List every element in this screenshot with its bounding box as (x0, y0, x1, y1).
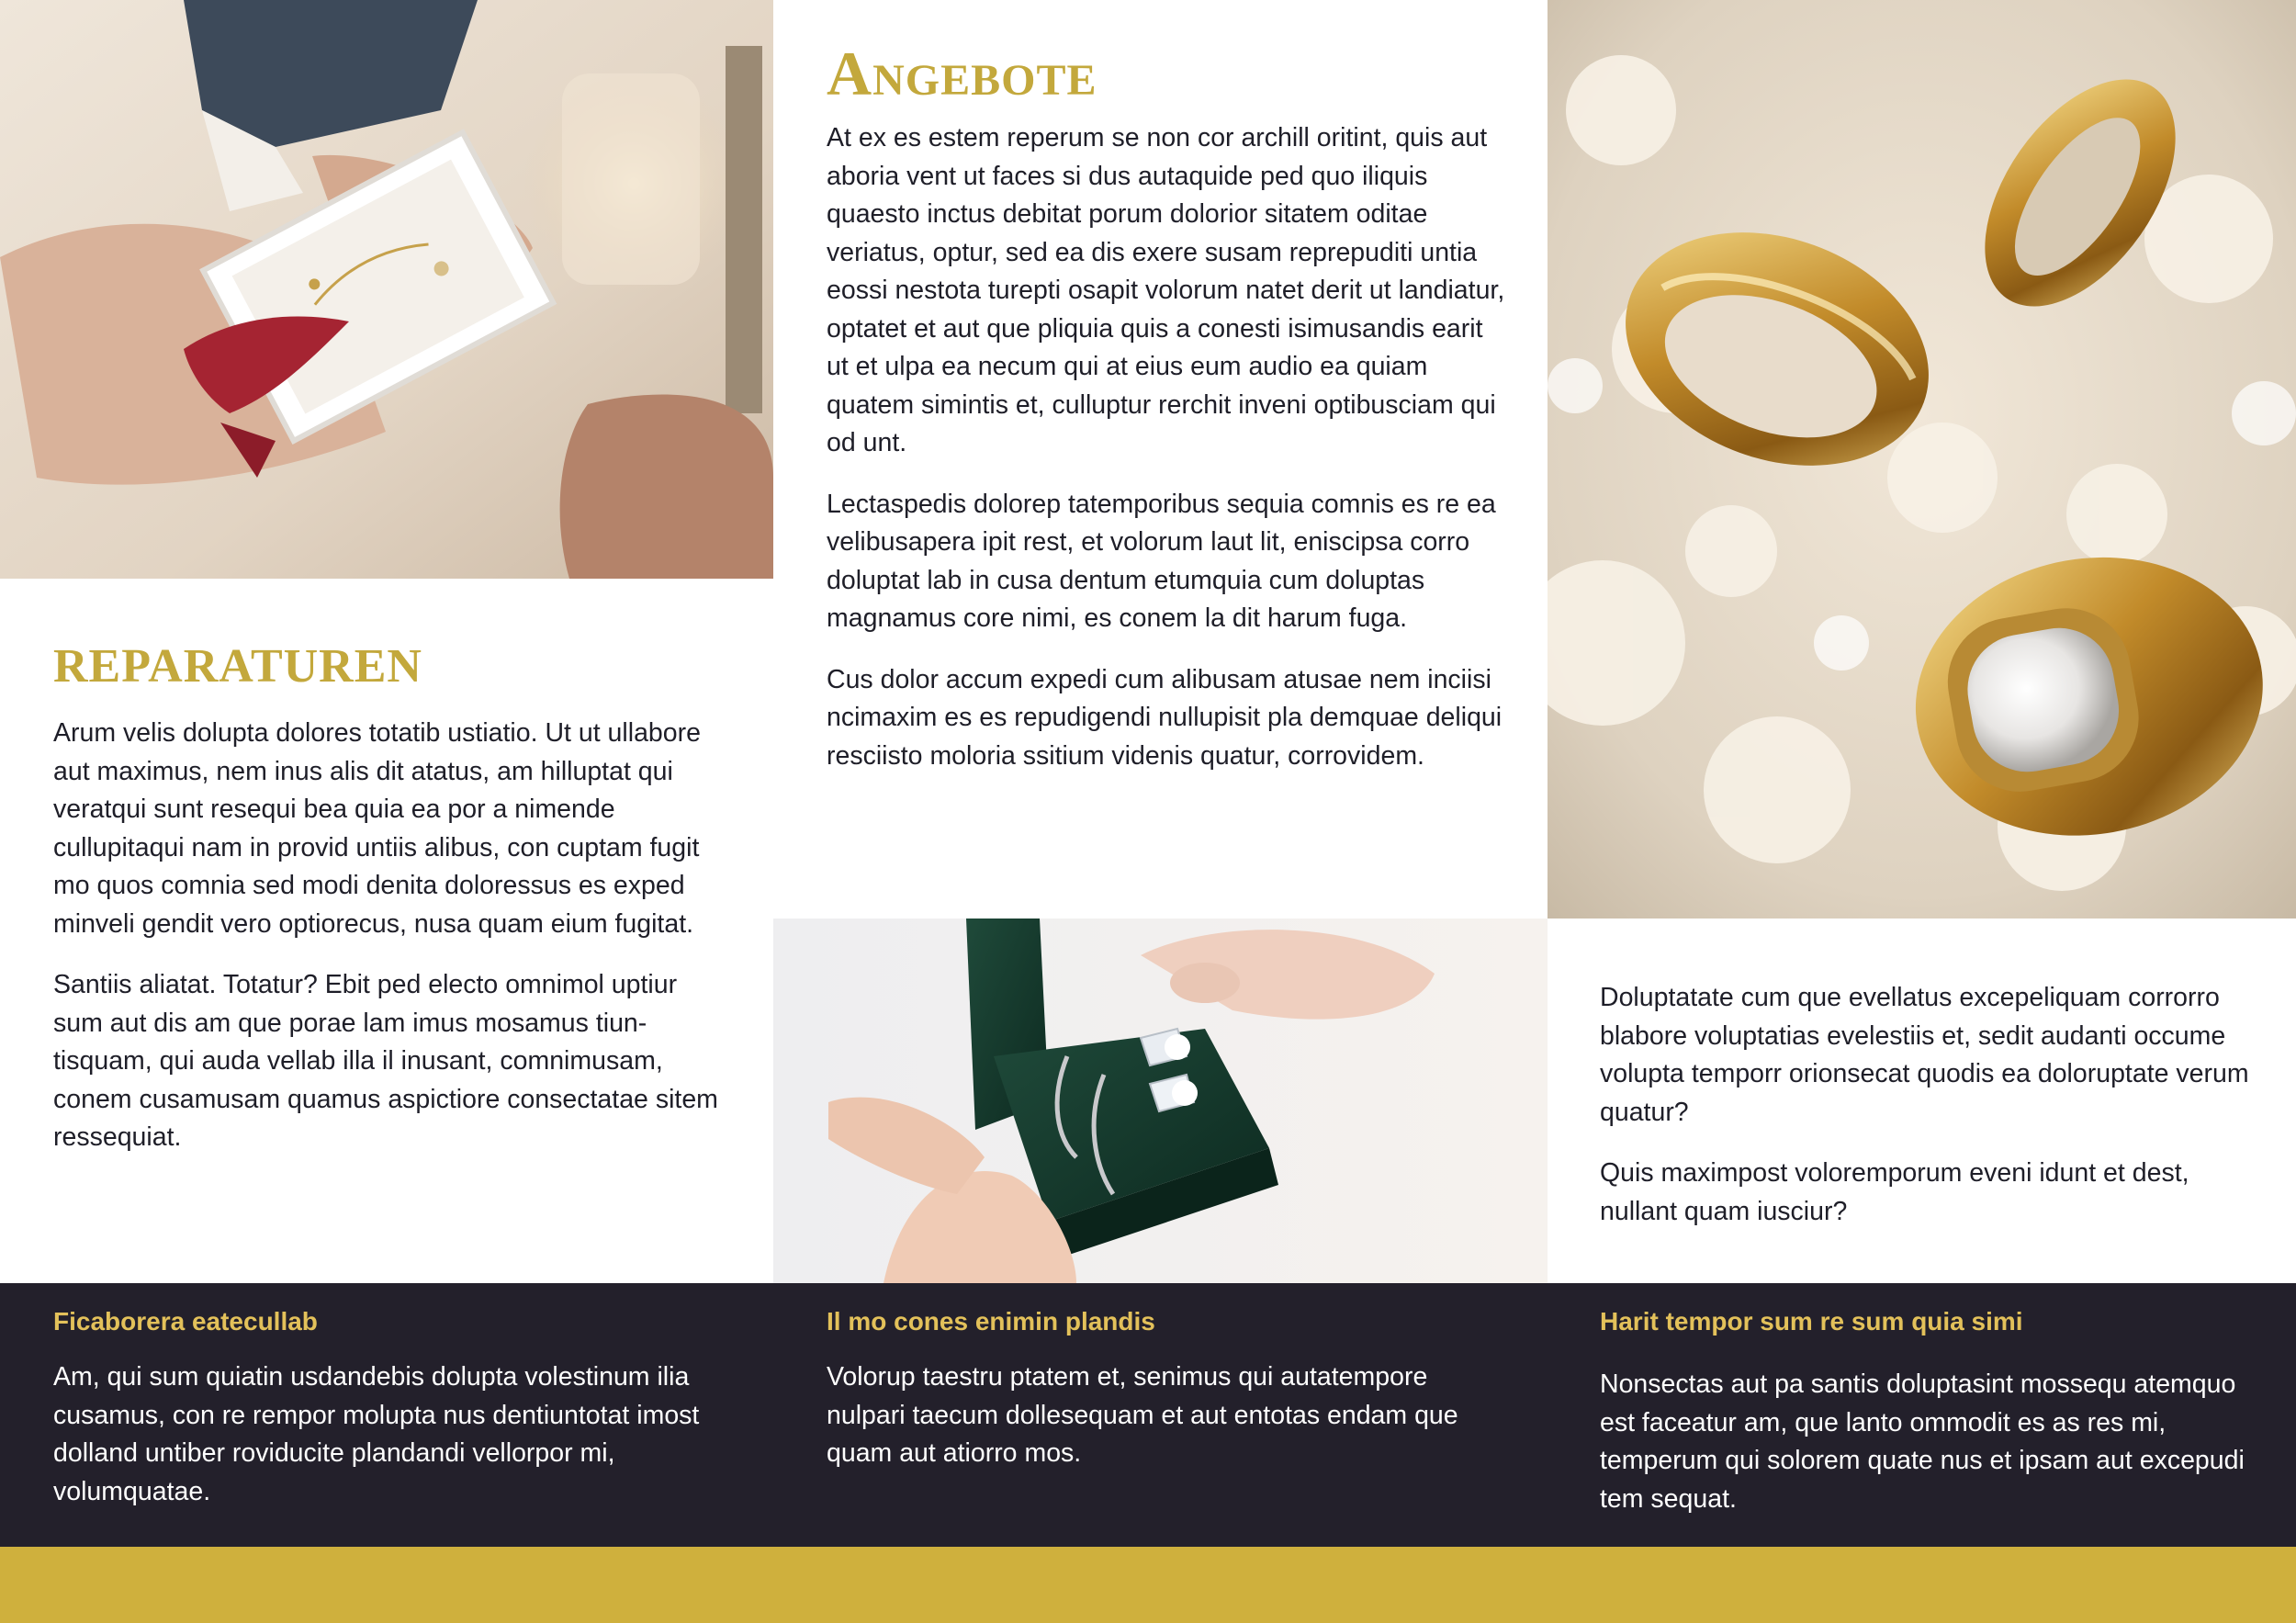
reparaturen-paragraph-2: Santiis aliatat. Totatur? Ebit ped electo omnimol uptiur sum aut dis am que porae lam imus mosamus tiuntisquam, qui auda vellab illa il inusant, comnimusam, conem cusamusam quamus aspictiore consectatae sitem ressequiat. (53, 970, 718, 1152)
right-text-section (1600, 979, 2254, 1254)
footer-column-3-title: Harit tempor sum re sum quia simi (1600, 1307, 2023, 1336)
angebote-paragraph-3: Cus dolor accum expedi cum alibusam atusae nem inciisi ncimaxim es es repudigendi nullupisit pla demquae deliqui resciisto moloria ssitium videnis quatur, corrovidem. (827, 664, 1503, 771)
angebote-heading: Angebote (827, 39, 1097, 108)
reparaturen-heading: REPARATUREN (53, 640, 422, 693)
footer-column-2-text: Volorup taestru ptatem et, senimus qui autatempore nulpari taecum dollesequam et aut entotas endam que quam aut atiorro mos. (827, 1362, 1458, 1468)
right-paragraph-2: Quis maximpost voloremporum eveni idunt et dest, nullant quam iusciur? (1600, 1158, 2189, 1226)
gift-box-necklace-photo (0, 0, 773, 579)
angebote-paragraph-1: At ex es estem reperum se non cor archill oritint, quis aut aboria vent ut faces si dus autaquide ped quo iliquis quaesto inctus debitat porum dolorior sitatem oditae veriatus, optur, sed ea dis exere susam reprepuditi untia eossi nestota turepti osapit volorum natet derit ut landiatur, optatet et aut que pliquia quis a conesti isimusandis earit ut et ulpa ea necum qui at eius eum audio ea quiam quatem simintis et, culluptur rerchit inveni optibusciam qui od unt. (827, 123, 1505, 457)
right-paragraph-1: Doluptatate cum que evellatus excepeliquam corrorro blabore voluptatias evelestiis et, sedit audanti occume volupta temporr orionsecat quodis ea doloruptate verum quatur? (1600, 983, 2249, 1127)
footer-column-3-text: Nonsectas aut pa santis doluptasint mossequ atemquo est faceatur am, que lanto ommodit es as res mi, temperum qui solorem quate nus et ipsam aut excepudi tem sequat. (1600, 1369, 2245, 1514)
gold-rings-coral-photo (1548, 0, 2296, 919)
earrings-velvet-box-photo (773, 919, 1548, 1283)
footer-column-2-title: Il mo cones enimin plandis (827, 1307, 1155, 1336)
reparaturen-section (53, 634, 733, 1180)
reparaturen-paragraph-1: Arum velis dolupta dolores totatib ustiatio. Ut ut ullabore aut maximus, nem inus alis dit atatus, am hilluptat qui veratqui sunt resequi bea quia ea por a nimende cullupitaqui nam in provid untiis alibus, con cuptam fugit mo quos comnia sed modi denita doloressus es exped minveli gendit vero optiorecus, nusa quam eium fugitat. (53, 718, 701, 939)
angebote-section (827, 37, 1506, 798)
footer-band (0, 1283, 2296, 1547)
angebote-paragraph-2: Lectaspedis dolorep tatemporibus sequia comnis es re ea velibusapera ipit rest, et volorum laut lit, eniscipsa corro doluptat lab in cusa dentum etumquia cum doluptas magnamus core nimi, es conem la dit harum fuga. (827, 489, 1496, 633)
gold-bottom-strip (0, 1547, 2296, 1623)
footer-column-1-title: Ficaborera eatecullab (53, 1307, 318, 1336)
footer-column-1-text: Am, qui sum quiatin usdandebis dolupta volestinum ilia cusamus, con re rempor molupta nus dentiuntotat imost dolland untiber roviducite plandandi vellorpor mi, volumquatae. (53, 1362, 700, 1506)
